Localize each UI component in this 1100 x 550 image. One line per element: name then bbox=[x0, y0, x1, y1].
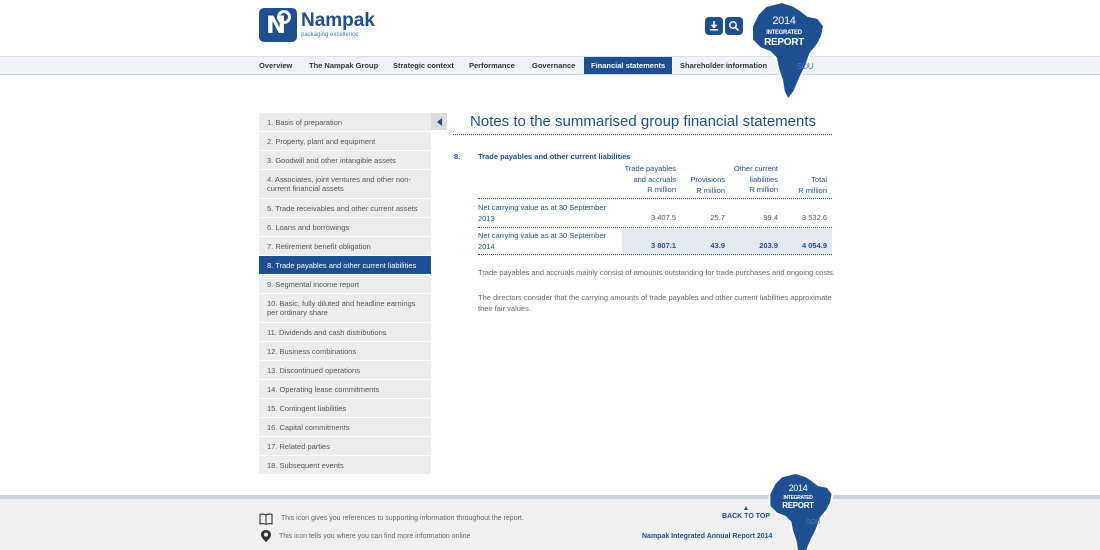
table-row-divider bbox=[478, 227, 832, 228]
footer-badge-line1: INTEGRATED bbox=[783, 495, 813, 501]
table-row-label: Net carrying value as at 30 September 2013 bbox=[478, 203, 606, 223]
table-cell: 3 407.5 bbox=[650, 213, 676, 222]
nampak-logo-mark bbox=[259, 8, 297, 42]
footer-badge-line2: REPORT bbox=[782, 501, 814, 510]
body-paragraph: Trade payables and accruals mainly consist of amounts outstanding for trade purchases and ongoing costs. bbox=[478, 268, 836, 277]
nav-the-nampak-group[interactable]: The Nampak Group bbox=[309, 61, 379, 70]
report-name: Nampak Integrated Annual Report 2014 bbox=[642, 533, 773, 540]
badge-line1: INTEGRATED bbox=[766, 30, 802, 36]
badge-year: 2014 bbox=[772, 15, 796, 27]
online-icon-note: This icon tells you where you can find more information online bbox=[279, 533, 471, 540]
table-row-label: Net carrying value as at 30 September 2014 bbox=[478, 231, 606, 251]
nav-governance[interactable]: Governance bbox=[532, 61, 576, 70]
nav-shareholder-information[interactable]: Shareholder information bbox=[680, 61, 768, 70]
sidebar-item-8[interactable]: 8. Trade payables and other current liabilities bbox=[259, 256, 431, 275]
sidebar-item-18[interactable]: 18. Subsequent events bbox=[259, 456, 431, 475]
note-number: 8. bbox=[454, 152, 461, 161]
nav-financial-statements[interactable]: Financial statements bbox=[584, 57, 672, 74]
sidebar-item-17[interactable]: 17. Related parties bbox=[259, 437, 431, 456]
sidebar-item-3[interactable]: 3. Goodwill and other intangible assets bbox=[259, 151, 431, 170]
sidebar-collapse-button[interactable] bbox=[431, 113, 447, 130]
sidebar-item-6[interactable]: 6. Loans and borrowings bbox=[259, 218, 431, 237]
nav-performance[interactable]: Performance bbox=[469, 61, 515, 70]
nav-overview[interactable]: Overview bbox=[259, 61, 293, 70]
footer-report-badge[interactable] bbox=[766, 470, 846, 550]
table-row-divider bbox=[478, 254, 832, 255]
table-cell: 99.4 bbox=[763, 213, 778, 222]
search-button[interactable] bbox=[725, 17, 743, 35]
nampak-logo[interactable] bbox=[259, 8, 375, 42]
table-cell: 25.7 bbox=[710, 213, 725, 222]
body-paragraph: The directors consider that the carrying amounts of trade payables and other current liabilities approximate their fair values. bbox=[478, 293, 832, 313]
sidebar-item-13[interactable]: 13. Discontinued operations bbox=[259, 361, 431, 380]
nav-strategic-context[interactable]: Strategic context bbox=[393, 61, 454, 70]
search-icon bbox=[728, 20, 740, 32]
chevron-left-icon bbox=[437, 118, 442, 126]
sidebar-item-1[interactable]: 1. Basis of preparation bbox=[259, 113, 431, 132]
table-cell: 203.9 bbox=[759, 241, 778, 250]
logo-letter: N bbox=[266, 11, 287, 39]
sidebar-item-2[interactable]: 2. Property, plant and equipment bbox=[259, 132, 431, 151]
arrow-up-icon: ▲ bbox=[742, 505, 750, 512]
sidebar-item-15[interactable]: 15. Contingent liabilities bbox=[259, 399, 431, 418]
table-cell: 4 054.9 bbox=[801, 241, 827, 250]
page-title: Notes to the summarised group financial statements bbox=[470, 113, 817, 130]
col-head-trade-payables: Trade payables and accruals R million bbox=[624, 164, 676, 194]
table-cell: 3 807.1 bbox=[650, 241, 676, 250]
footer bbox=[0, 495, 1100, 550]
col-head-provisions: Provisions R million bbox=[690, 175, 725, 195]
table-cell: 3 532.6 bbox=[801, 213, 827, 222]
col-head-other-liabilities: Other current liabilities R million bbox=[733, 164, 778, 194]
integrated-report-badge[interactable] bbox=[748, 0, 828, 100]
title-divider bbox=[453, 134, 832, 135]
table-header-divider bbox=[478, 198, 832, 199]
note-title: Trade payables and other current liabilities bbox=[478, 152, 631, 161]
book-icon-note: This icon gives you references to supporting information throughout the report. bbox=[281, 515, 524, 522]
sidebar-item-10[interactable]: 10. Basic, fully diluted and headline earnings per ordinary share bbox=[259, 294, 431, 323]
sidebar-item-5[interactable]: 5. Trade receivables and other current assets bbox=[259, 199, 431, 218]
sidebar-item-7[interactable]: 7. Retirement benefit obligation bbox=[259, 237, 431, 256]
location-pin-icon bbox=[259, 529, 273, 543]
table-cell: 43.9 bbox=[710, 241, 725, 250]
footer-badge-year: 2014 bbox=[788, 483, 808, 493]
header bbox=[0, 0, 1100, 56]
back-to-top-label: BACK TO TOP bbox=[722, 513, 770, 520]
sidebar-item-14[interactable]: 14. Operating lease commitments bbox=[259, 380, 431, 399]
sidebar-item-9[interactable]: 9. Segmental income report bbox=[259, 275, 431, 294]
africa-map-icon bbox=[766, 470, 836, 550]
sidebar-item-11[interactable]: 11. Dividends and cash distributions bbox=[259, 323, 431, 342]
main-nav bbox=[0, 56, 1100, 74]
sidebar-item-16[interactable]: 16. Capital commitments bbox=[259, 418, 431, 437]
brand-name: Nampak bbox=[301, 10, 375, 31]
badge-scroll-text: SOU bbox=[796, 62, 814, 71]
brand-tagline: packaging excellence bbox=[301, 32, 359, 38]
sidebar-item-4[interactable]: 4. Associates, joint ventures and other non-current financial assets bbox=[259, 170, 431, 199]
notes-sidebar bbox=[259, 113, 431, 475]
nav-divider bbox=[0, 74, 1100, 75]
col-head-total: Total R million bbox=[798, 175, 827, 195]
download-icon bbox=[708, 20, 720, 32]
badge-line2: REPORT bbox=[764, 37, 804, 48]
sidebar-item-12[interactable]: 12. Business combinations bbox=[259, 342, 431, 361]
book-icon bbox=[259, 513, 273, 525]
download-button[interactable] bbox=[705, 17, 723, 35]
footer-badge-scroll-text: SOU bbox=[805, 519, 821, 526]
